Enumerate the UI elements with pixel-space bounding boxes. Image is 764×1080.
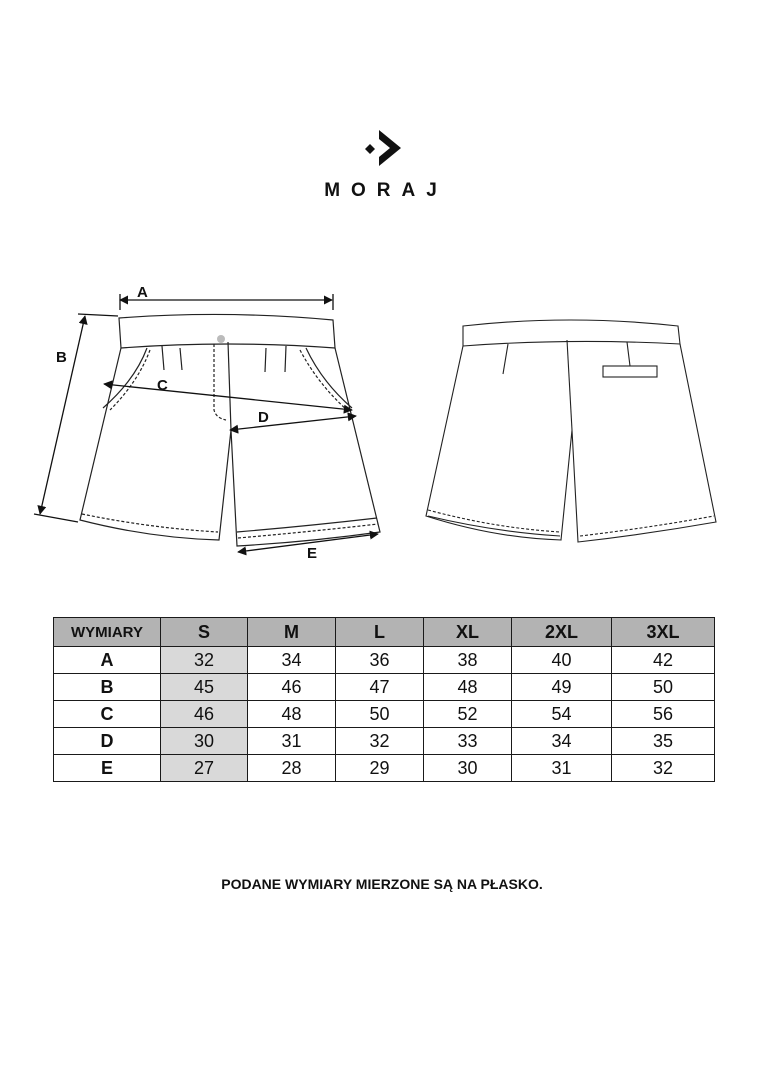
table-cell: 31 xyxy=(512,755,612,782)
table-header-row xyxy=(54,618,715,647)
table-cell: 50 xyxy=(336,701,424,728)
size-header-m: M xyxy=(248,618,336,647)
size-header-l: L xyxy=(336,618,424,647)
measurement-note: PODANE WYMIARY MIERZONE SĄ NA PŁASKO. xyxy=(221,876,543,892)
size-table xyxy=(53,617,715,782)
table-cell: 40 xyxy=(512,647,612,674)
shorts-diagram xyxy=(0,270,764,580)
table-cell: 29 xyxy=(336,755,424,782)
table-cell: 45 xyxy=(161,674,248,701)
table-cell: 32 xyxy=(336,728,424,755)
row-label: C xyxy=(54,701,161,728)
table-row xyxy=(54,728,715,755)
dim-label-a: A xyxy=(137,284,148,301)
row-label: A xyxy=(54,647,161,674)
table-cell: 34 xyxy=(512,728,612,755)
table-cell: 31 xyxy=(248,728,336,755)
shorts-front-view xyxy=(80,314,380,546)
brand-name: MORAJ xyxy=(324,180,448,201)
dim-label-b: B xyxy=(56,349,67,366)
table-cell: 32 xyxy=(612,755,715,782)
table-cell: 46 xyxy=(161,701,248,728)
table-cell: 30 xyxy=(424,755,512,782)
size-header-s: S xyxy=(161,618,248,647)
size-header-xl: XL xyxy=(424,618,512,647)
table-cell: 42 xyxy=(612,647,715,674)
table-cell: 49 xyxy=(512,674,612,701)
table-cell: 35 xyxy=(612,728,715,755)
dim-label-d: D xyxy=(258,409,269,426)
table-row xyxy=(54,647,715,674)
size-header-2xl: 2XL xyxy=(512,618,612,647)
table-cell: 56 xyxy=(612,701,715,728)
table-cell: 52 xyxy=(424,701,512,728)
table-cell: 28 xyxy=(248,755,336,782)
table-cell: 32 xyxy=(161,647,248,674)
table-cell: 47 xyxy=(336,674,424,701)
row-label: E xyxy=(54,755,161,782)
table-cell: 48 xyxy=(424,674,512,701)
table-row xyxy=(54,674,715,701)
table-corner-header: WYMIARY xyxy=(54,618,161,647)
dim-label-e: E xyxy=(307,545,318,562)
table-cell: 54 xyxy=(512,701,612,728)
size-header-3xl: 3XL xyxy=(612,618,715,647)
dim-label-c: C xyxy=(157,377,168,394)
table-cell: 34 xyxy=(248,647,336,674)
table-cell: 46 xyxy=(248,674,336,701)
shorts-back-view xyxy=(426,320,716,542)
table-cell: 30 xyxy=(161,728,248,755)
table-cell: 38 xyxy=(424,647,512,674)
table-cell: 48 xyxy=(248,701,336,728)
row-label: D xyxy=(54,728,161,755)
brand-logo-icon xyxy=(362,126,406,170)
table-row xyxy=(54,701,715,728)
table-cell: 36 xyxy=(336,647,424,674)
table-row xyxy=(54,755,715,782)
table-cell: 50 xyxy=(612,674,715,701)
row-label: B xyxy=(54,674,161,701)
table-cell: 33 xyxy=(424,728,512,755)
table-cell: 27 xyxy=(161,755,248,782)
